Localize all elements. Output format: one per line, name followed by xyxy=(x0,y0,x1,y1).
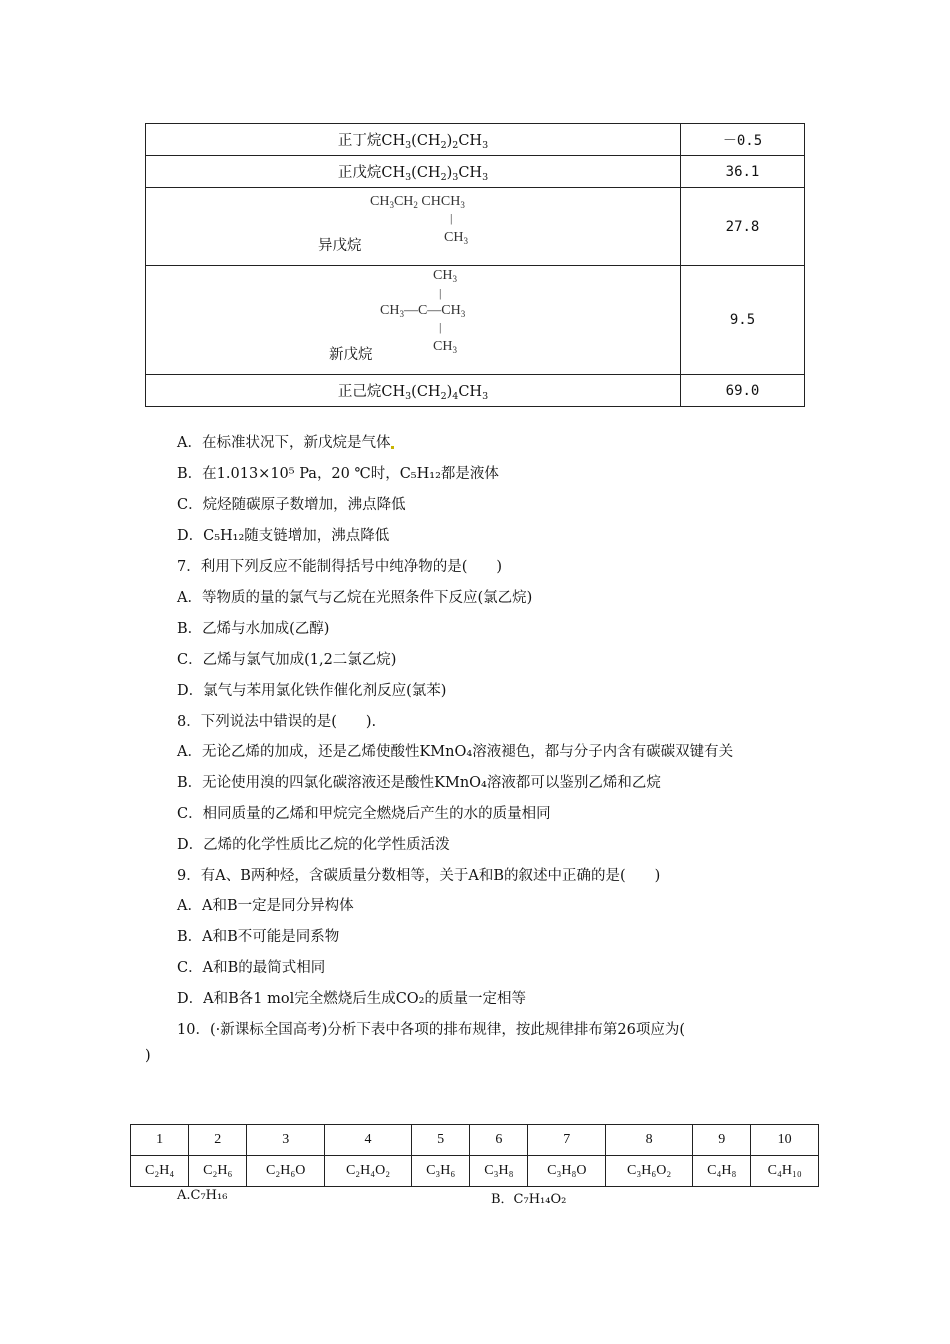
table-row xyxy=(146,266,805,375)
compound-name: 正丁烷$CH_3(CH_2)_2CH_3$ xyxy=(146,124,681,156)
q6-option-b: B．在1.013×10⁵ Pa，20 ℃时，C₅H₁₂都是液体 xyxy=(177,466,499,482)
q8-option-b: B．无论使用溴的四氯化碳溶液还是酸性KMnO₄溶液都可以鉴别乙烯和乙烷 xyxy=(177,775,661,791)
q6-option-c: C．烷烃随碳原子数增加，沸点降低 xyxy=(177,497,406,513)
table-row xyxy=(146,375,805,407)
formula-cell: C₂H₆ xyxy=(189,1156,247,1187)
q8-stem: 8．下列说法中错误的是( ). xyxy=(177,714,377,730)
q7-option-c: C．乙烯与氯气加成(1,2二氯乙烷) xyxy=(177,652,397,668)
isopentane-cell xyxy=(146,188,681,266)
q6-option-d: D．C₅H₁₂随支链增加，沸点降低 xyxy=(177,528,390,544)
q8-option-d: D．乙烯的化学性质比乙烷的化学性质活泼 xyxy=(177,837,450,853)
index-cell: 1 xyxy=(131,1125,189,1156)
methyl-group: $CH_3$ xyxy=(444,230,468,246)
q10-option-b: B．C₇H₁₄O₂ xyxy=(491,1192,567,1207)
q7-option-a: A．等物质的量的氯气与乙烷在光照条件下反应(氯乙烷) xyxy=(177,590,533,606)
table-row-index xyxy=(131,1125,819,1156)
compound-name: 新戊烷 xyxy=(329,347,373,363)
bond-line: | xyxy=(450,211,453,225)
formula-cell: C₂H₄ xyxy=(131,1156,189,1187)
compound-name: 异戊烷 xyxy=(318,238,362,254)
compound-name: 正戊烷$CH_3(CH_2)_3CH_3$ xyxy=(146,156,681,188)
methyl-group: $CH_3$ xyxy=(433,339,457,355)
q7-option-b: B．乙烯与水加成(乙醇) xyxy=(177,621,330,637)
q10-stem-cont: ) xyxy=(145,1048,151,1064)
index-cell: 5 xyxy=(412,1125,470,1156)
q9-option-a: A．A和B一定是同分异构体 xyxy=(177,898,354,914)
q9-option-b: B．A和B不可能是同系物 xyxy=(177,929,340,945)
formula-cell: C₃H₆ xyxy=(412,1156,470,1187)
boiling-point-table xyxy=(145,123,805,407)
neopentane-cell xyxy=(146,266,681,375)
bond-line: | xyxy=(439,320,442,334)
q9-option-c: C．A和B的最简式相同 xyxy=(177,960,326,976)
index-cell: 2 xyxy=(189,1125,247,1156)
neopentane-structure: $CH_3—C—CH_3$ xyxy=(380,303,466,319)
formula-cell: C₂H₄O₂ xyxy=(325,1156,412,1187)
boiling-point: 27.8 xyxy=(681,188,805,266)
formula-cell: C₄H₈ xyxy=(693,1156,751,1187)
q9-option-d: D．A和B各1 mol完全燃烧后生成CO₂的质量一定相等 xyxy=(177,991,526,1007)
index-cell: 4 xyxy=(325,1125,412,1156)
boiling-point: 36.1 xyxy=(681,156,805,188)
index-cell: 8 xyxy=(606,1125,693,1156)
formula-cell: C₂H₆O xyxy=(247,1156,325,1187)
compound-name: 正己烷$CH_3(CH_2)_4CH_3$ xyxy=(146,375,681,407)
index-cell: 7 xyxy=(528,1125,606,1156)
formula-cell: C₃H₆O₂ xyxy=(606,1156,693,1187)
q8-option-a: A．无论乙烯的加成，还是乙烯使酸性KMnO₄溶液褪色，都与分子内含有碳碳双键有关 xyxy=(177,744,734,760)
q7-option-d: D．氯气与苯用氯化铁作催化剂反应(氯苯) xyxy=(177,683,447,699)
sequence-table xyxy=(130,1124,819,1187)
table-row-formula xyxy=(131,1156,819,1187)
formula-cell: C₃H₈ xyxy=(470,1156,528,1187)
boiling-point: 9.5 xyxy=(681,266,805,375)
boiling-point: －0.5 xyxy=(681,124,805,156)
formula-cell: C₄H₁₀ xyxy=(751,1156,819,1187)
q7-stem: 7．利用下列反应不能制得括号中纯净物的是( ) xyxy=(177,559,503,575)
index-cell: 10 xyxy=(751,1125,819,1156)
index-cell: 9 xyxy=(693,1125,751,1156)
bond-line: | xyxy=(439,286,442,300)
index-cell: 3 xyxy=(247,1125,325,1156)
q10-option-a: A.C₇H₁₆ xyxy=(177,1188,228,1203)
formula-cell: C₃H₈O xyxy=(528,1156,606,1187)
table-row xyxy=(146,188,805,266)
q8-option-c: C．相同质量的乙烯和甲烷完全燃烧后产生的水的质量相同 xyxy=(177,806,551,822)
q10-stem: 10．(·新课标全国高考)分析下表中各项的排布规律，按此规律排布第26项应为( xyxy=(177,1022,685,1038)
boiling-point: 69.0 xyxy=(681,375,805,407)
q6-option-a: A．在标准状况下，新戊烷是气体 xyxy=(177,433,394,453)
index-cell: 6 xyxy=(470,1125,528,1156)
q9-stem: 9．有A、B两种烃，含碳质量分数相等，关于A和B的叙述中正确的是( ) xyxy=(177,868,661,884)
isopentane-structure: $CH_3CH_2$ $CHCH_3$ xyxy=(370,194,465,210)
methyl-group: $CH_3$ xyxy=(433,268,457,284)
table-row xyxy=(146,156,805,188)
table-row xyxy=(146,124,805,156)
